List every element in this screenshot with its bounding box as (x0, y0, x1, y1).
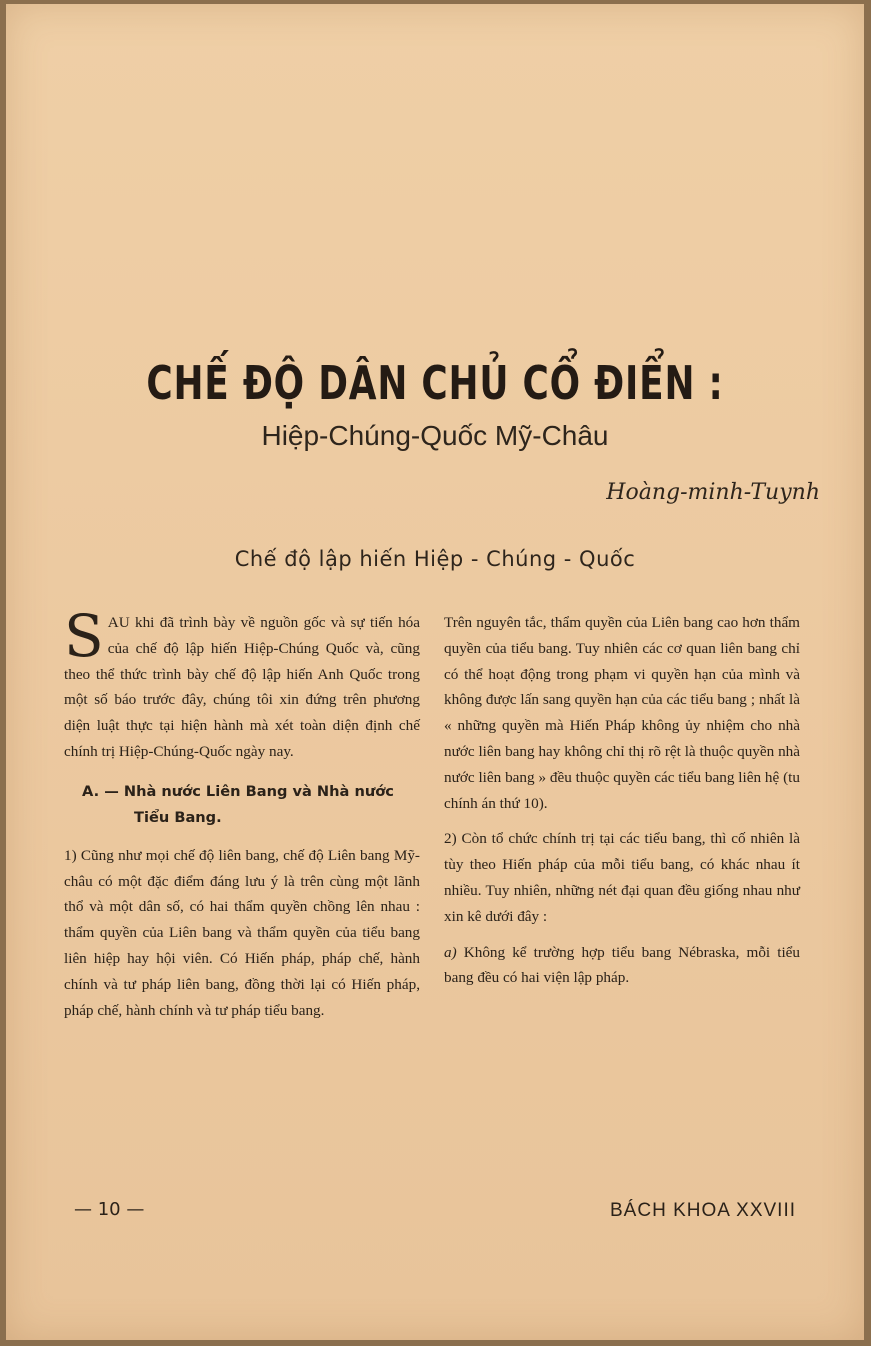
article-title: CHẾ ĐỘ DÂN CHỦ CỔ ĐIỂN : (146, 356, 724, 410)
publication-name: BÁCH KHOA XXVIII (610, 1200, 796, 1221)
paragraph-1-left: 1) Cũng như mọi chế độ liên bang, chế độ Liên bang Mỹ-châu có một đặc điểm đáng lưu ý là trên cùng một lãnh thổ và một dân số, có hai thẩm quyền chồng lên nhau : thẩm quyền của Liên bang và thẩm quyền của tiểu bang liên hiệp hay hội viên. Có Hiến pháp, pháp chế, hành chính và tư pháp liên bang, đồng thời lại có Hiến pháp, pháp chế, hành chính và tư pháp tiểu bang. (64, 846, 420, 1019)
paragraph-2-right: 2) Còn tổ chức chính trị tại các tiểu bang, thì cố nhiên là tùy theo Hiến pháp của mỗi tiểu bang, có khác nhau ít nhiều. Tuy nhiên, những nét đại quan đều giống nhau như xin kê dưới đây : (444, 830, 800, 925)
section-title: Chế độ lập hiến Hiệp - Chúng - Quốc (234, 547, 636, 571)
intro-paragraph (64, 602, 420, 765)
author-signature: Hoàng-minh-Tuynh (606, 480, 820, 505)
subheading-a: A. — Nhà nước Liên Bang và Nhà nước Tiểu Bang. (82, 782, 394, 826)
left-column (64, 602, 420, 1033)
article-subtitle: Hiệp-Chúng-Quốc Mỹ-Châu (261, 420, 609, 451)
paragraph-3-text: Không kể trường hợp tiểu bang Nébraska, mỗi tiểu bang đều có hai viện lập pháp. (444, 943, 801, 987)
paragraph-3-label: a) (444, 943, 457, 961)
paragraph-3-right (444, 940, 800, 992)
drop-cap: S (64, 602, 104, 670)
intro-text: AU khi đã trình bày về nguồn gốc và sự tiến hóa của chế độ lập hiến Hiệp-Chúng Quốc và, cũng theo thể thức trình bày chế độ lập hiến Anh Quốc trong một số báo trước đây, chúng tôi xin đứng trên phương diện luật thực tại hiện hành mà xét toàn diện định chế chính trị Hiệp-Chúng-Quốc ngày nay. (64, 614, 420, 760)
paragraph-1-right: Trên nguyên tắc, thẩm quyền của Liên bang cao hơn thẩm quyền của tiểu bang. Tuy nhiên các cơ quan liên bang chỉ có thể hoạt động trong phạm vi quyền hạn của mình và không được lấn sang quyền hạn của các tiểu bang ; nhất là « những quyền mà Hiến Pháp không ủy nhiệm cho nhà nước liên bang hay không chỉ thị rõ rệt là thuộc quyền nhà nước liên bang » đều thuộc quyền các tiểu bang liên hệ (tu chính án thứ 10). (444, 614, 800, 812)
document-page (6, 4, 864, 1340)
right-column (444, 610, 800, 1001)
page-number: — 10 — (74, 1199, 145, 1220)
